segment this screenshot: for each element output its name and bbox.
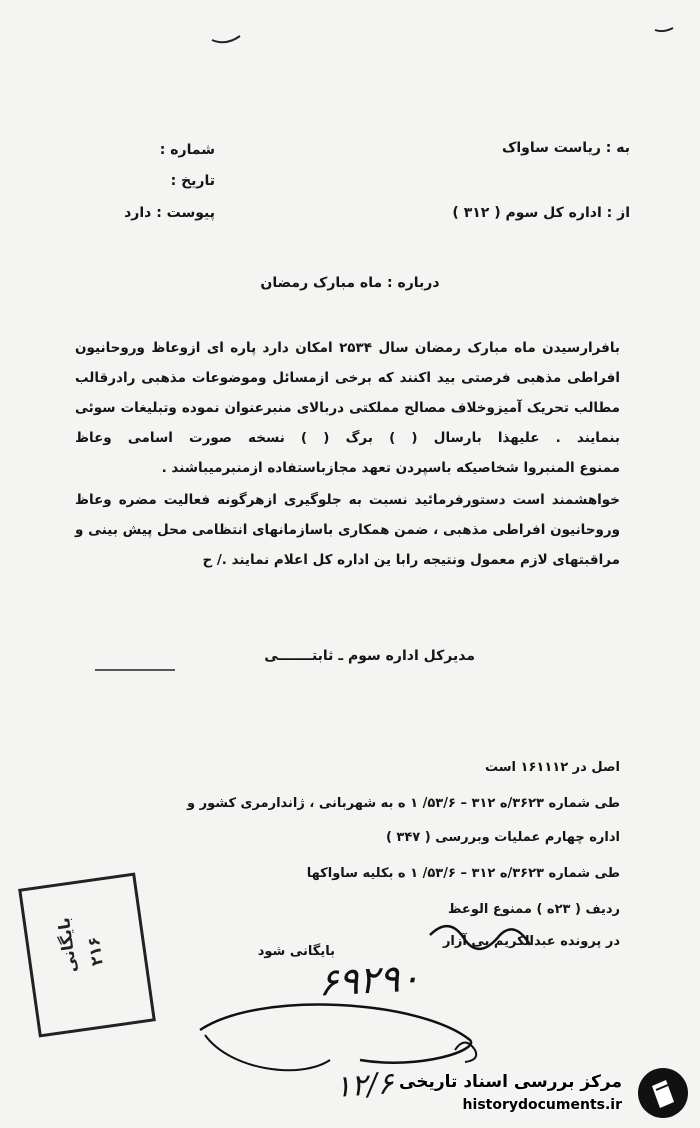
body-line: افراطی مذهبی فرصتی بید اکنند که برخی ازمسائل وموضوعات مذهبی رادرقالب	[75, 370, 620, 386]
footer-org: مرکز بررسی اسناد تاریخی	[399, 1072, 622, 1092]
handwritten-date: ۱۲/۶	[333, 1066, 395, 1105]
note-line: بایگانی شود	[257, 944, 335, 959]
note-line: اصل در ۱۶۱۱۱۲ است	[485, 760, 620, 775]
attachment-value: دارد	[124, 205, 152, 221]
archive-logo-icon	[638, 1068, 688, 1118]
body-line: بافرارسیدن ماه مبارک رمضان سال ۲۵۳۴ امکان دارد پاره ای ازوعاظ وروحانیون	[75, 340, 620, 356]
body-line: مطالب تحریک آمیزوخلاف مصالح مملکتی دربالای منبرعنوان نموده وتبلیغات سوئی	[75, 400, 620, 416]
stamp-line: ۲۱۶	[83, 935, 107, 968]
from-label: از :	[606, 205, 630, 221]
note-line: طی شماره ۳۶۲۳/ه ۳۱۲ – ۵۳/۶/ ۱ ه بکلیه ساواکها	[306, 866, 620, 881]
signature-line: مدیرکل اداره سوم ـ ثابتـــــــی	[264, 648, 475, 664]
body-line: بنمایند . علیهذا بارسال ( ) برگ ( ) نسخه صورت اسامی وعاظ	[75, 430, 620, 446]
stamp-line: بایگانی	[53, 916, 81, 974]
to-value: ریاست ساواک	[501, 140, 601, 156]
note-line: ردیف ( ۲۳ه ) ممنوع الوعظ	[448, 902, 620, 917]
note-line: در پرونده عبدالکریم بی آزار	[442, 934, 620, 949]
from-value: اداره کل سوم ( ۳۱۲ )	[452, 205, 602, 221]
date-label: تاریخ :	[170, 173, 215, 189]
footer-url: historydocuments.ir	[462, 1097, 622, 1113]
note-line: اداره چهارم عملیات وبررسی ( ۳۴۷ )	[385, 830, 620, 845]
number-label: شماره :	[159, 142, 215, 158]
attachment-label: پیوست :	[156, 205, 215, 221]
body-line: وروحانیون افراطی مذهبی ، ضمن همکاری باسازمانهای انتظامی محل پیش بینی و	[75, 522, 620, 538]
body-line: ممنوع المنبروا شخاصیکه باسپردن تعهد مجازباستفاده ازمنبرمیباشند .	[161, 460, 620, 476]
subject-line: درباره : ماه مبارک رمضان	[260, 275, 440, 291]
handwritten-number: ۶۹۲۹۰	[316, 955, 422, 1005]
body-line: خواهشمند است دستورفرمائید نسبت به جلوگیری ازهرگونه فعالیت مضره وعاظ	[75, 492, 620, 508]
to-label: به :	[605, 140, 630, 156]
note-line: طی شماره ۳۶۲۳/ه ۳۱۲ – ۵۳/۶/ ۱ ه به شهربانی ، ژاندارمری کشور و	[187, 796, 620, 811]
body-line: مراقبتهای لازم معمول ونتیجه رابا ین اداره کل اعلام نمایند ./ ح	[202, 552, 620, 568]
